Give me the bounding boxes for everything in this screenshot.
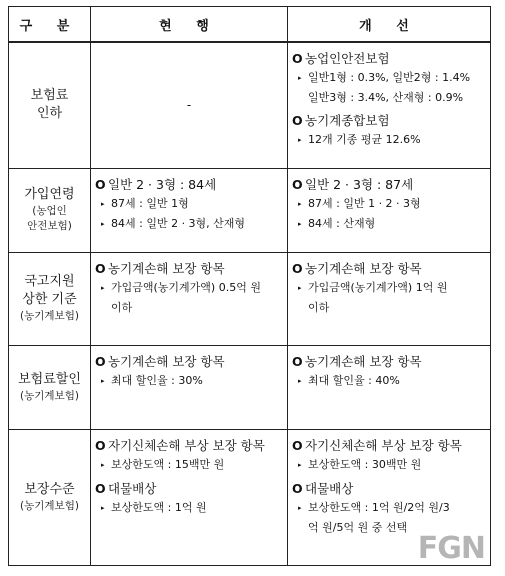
empty-dash: - (186, 98, 192, 113)
list-item: ▸ 87세 : 일반 1형 (95, 194, 285, 214)
list-item: ▸ 보상한도액 : 15백만 원 (95, 455, 285, 475)
category-label: 보험료 인하 (30, 88, 69, 122)
triangle-bullet-icon: ▸ (298, 74, 302, 82)
circle-bullet-icon: O (292, 176, 303, 192)
category-label: 보장수준 (24, 481, 75, 497)
section-title: O 일반 2 · 3형 : 87세 (292, 176, 414, 192)
category-sub: (농기계보험) (20, 499, 79, 512)
current-cell (91, 345, 288, 429)
list-item-continuation: 일반3형 : 3.4%, 산재형 : 0.9% (308, 91, 464, 104)
triangle-bullet-icon: ▸ (298, 136, 302, 144)
row-category (9, 429, 91, 565)
current-cell (91, 252, 288, 345)
header-improved: 개 선 (288, 7, 491, 43)
section-title: O 농기계종합보험 (292, 113, 390, 128)
list-item-continuation: 이하 (308, 300, 330, 314)
section-title: O 농업인안전보험 (292, 51, 390, 66)
section-title: O 대물배상 (292, 480, 354, 496)
header-category: 구 분 (9, 7, 91, 43)
section-title: O 농기계손해 보장 항목 (95, 260, 225, 276)
list-item-continuation: 이하 (111, 300, 133, 314)
row-category (9, 252, 91, 345)
row-category (9, 345, 91, 429)
triangle-bullet-icon: ▸ (298, 199, 302, 208)
list-item: ▸ 보상한도액 : 1억 원/2억 원/3 (292, 498, 488, 518)
category-label: 가입연령 (24, 187, 75, 202)
triangle-bullet-icon: ▸ (101, 219, 105, 228)
current-cell (91, 168, 288, 252)
circle-bullet-icon: O (95, 353, 106, 369)
circle-bullet-icon: O (95, 176, 106, 192)
current-cell (91, 429, 288, 565)
list-item: ▸ 84세 : 산재형 (292, 214, 488, 234)
circle-bullet-icon: O (292, 353, 303, 369)
watermark-logo: FGN (417, 531, 485, 566)
triangle-bullet-icon: ▸ (298, 283, 302, 292)
list-item: ▸ 최대 할인율 : 40% (292, 371, 488, 391)
list-item: ▸ 가입금액(농기계가액) 1억 원 (292, 278, 488, 298)
circle-bullet-icon: O (292, 51, 303, 66)
current-cell (91, 42, 288, 168)
triangle-bullet-icon: ▸ (101, 376, 105, 385)
table-row (9, 42, 491, 168)
section-title: O 일반 2 · 3형 : 84세 (95, 176, 217, 192)
section-title: O 농기계손해 보장 항목 (292, 260, 422, 276)
section-title: O 자기신체손해 부상 보장 항목 (292, 437, 462, 453)
table-row (9, 345, 491, 429)
list-item: ▸ 87세 : 일반 1 · 2 · 3형 (292, 194, 488, 214)
table-row (9, 168, 491, 252)
table-row (9, 252, 491, 345)
circle-bullet-icon: O (95, 437, 106, 453)
section-title: O 농기계손해 보장 항목 (95, 353, 225, 369)
header-current: 현 행 (91, 7, 288, 43)
section-title: O 자기신체손해 부상 보장 항목 (95, 437, 265, 453)
triangle-bullet-icon: ▸ (298, 376, 302, 385)
triangle-bullet-icon: ▸ (101, 503, 105, 512)
list-item: ▸ 가입금액(농기계가액) 0.5억 원 (95, 278, 285, 298)
category-sub: (농기계보험) (20, 310, 79, 322)
list-item: ▸ 84세 : 일반 2 · 3형, 산재형 (95, 214, 285, 234)
list-item: ▸ 12개 기종 평균 12.6% (292, 130, 488, 150)
comparison-table (8, 6, 491, 566)
category-sub: (농업인 안전보험) (27, 205, 72, 232)
improved-cell (288, 345, 491, 429)
circle-bullet-icon: O (95, 480, 106, 496)
circle-bullet-icon: O (292, 113, 303, 128)
circle-bullet-icon: O (292, 480, 303, 496)
list-item: ▸ 보상한도액 : 1억 원 (95, 498, 285, 518)
row-category (9, 168, 91, 252)
list-item-continuation: 억 원/5억 원 중 선택 (308, 520, 408, 534)
triangle-bullet-icon: ▸ (298, 460, 302, 469)
list-item: ▸ 최대 할인율 : 30% (95, 371, 285, 391)
section-title: O 대물배상 (95, 480, 157, 496)
circle-bullet-icon: O (292, 260, 303, 276)
circle-bullet-icon: O (292, 437, 303, 453)
section-title: O 농기계손해 보장 항목 (292, 353, 422, 369)
list-item: ▸ 일반1형 : 0.3%, 일반2형 : 1.4% (292, 68, 488, 88)
improved-cell (288, 42, 491, 168)
table-header-row (9, 7, 491, 43)
triangle-bullet-icon: ▸ (101, 199, 105, 208)
triangle-bullet-icon: ▸ (298, 219, 302, 228)
list-item: ▸ 보상한도액 : 30백만 원 (292, 455, 488, 475)
improved-cell (288, 252, 491, 345)
row-category (9, 42, 91, 168)
triangle-bullet-icon: ▸ (298, 503, 302, 512)
category-sub: (농기계보험) (20, 389, 79, 402)
category-label: 국고지원 상한 기준 (22, 274, 77, 307)
circle-bullet-icon: O (95, 260, 106, 276)
triangle-bullet-icon: ▸ (101, 283, 105, 292)
triangle-bullet-icon: ▸ (101, 460, 105, 469)
improved-cell (288, 168, 491, 252)
category-label: 보험료할인 (18, 371, 81, 387)
